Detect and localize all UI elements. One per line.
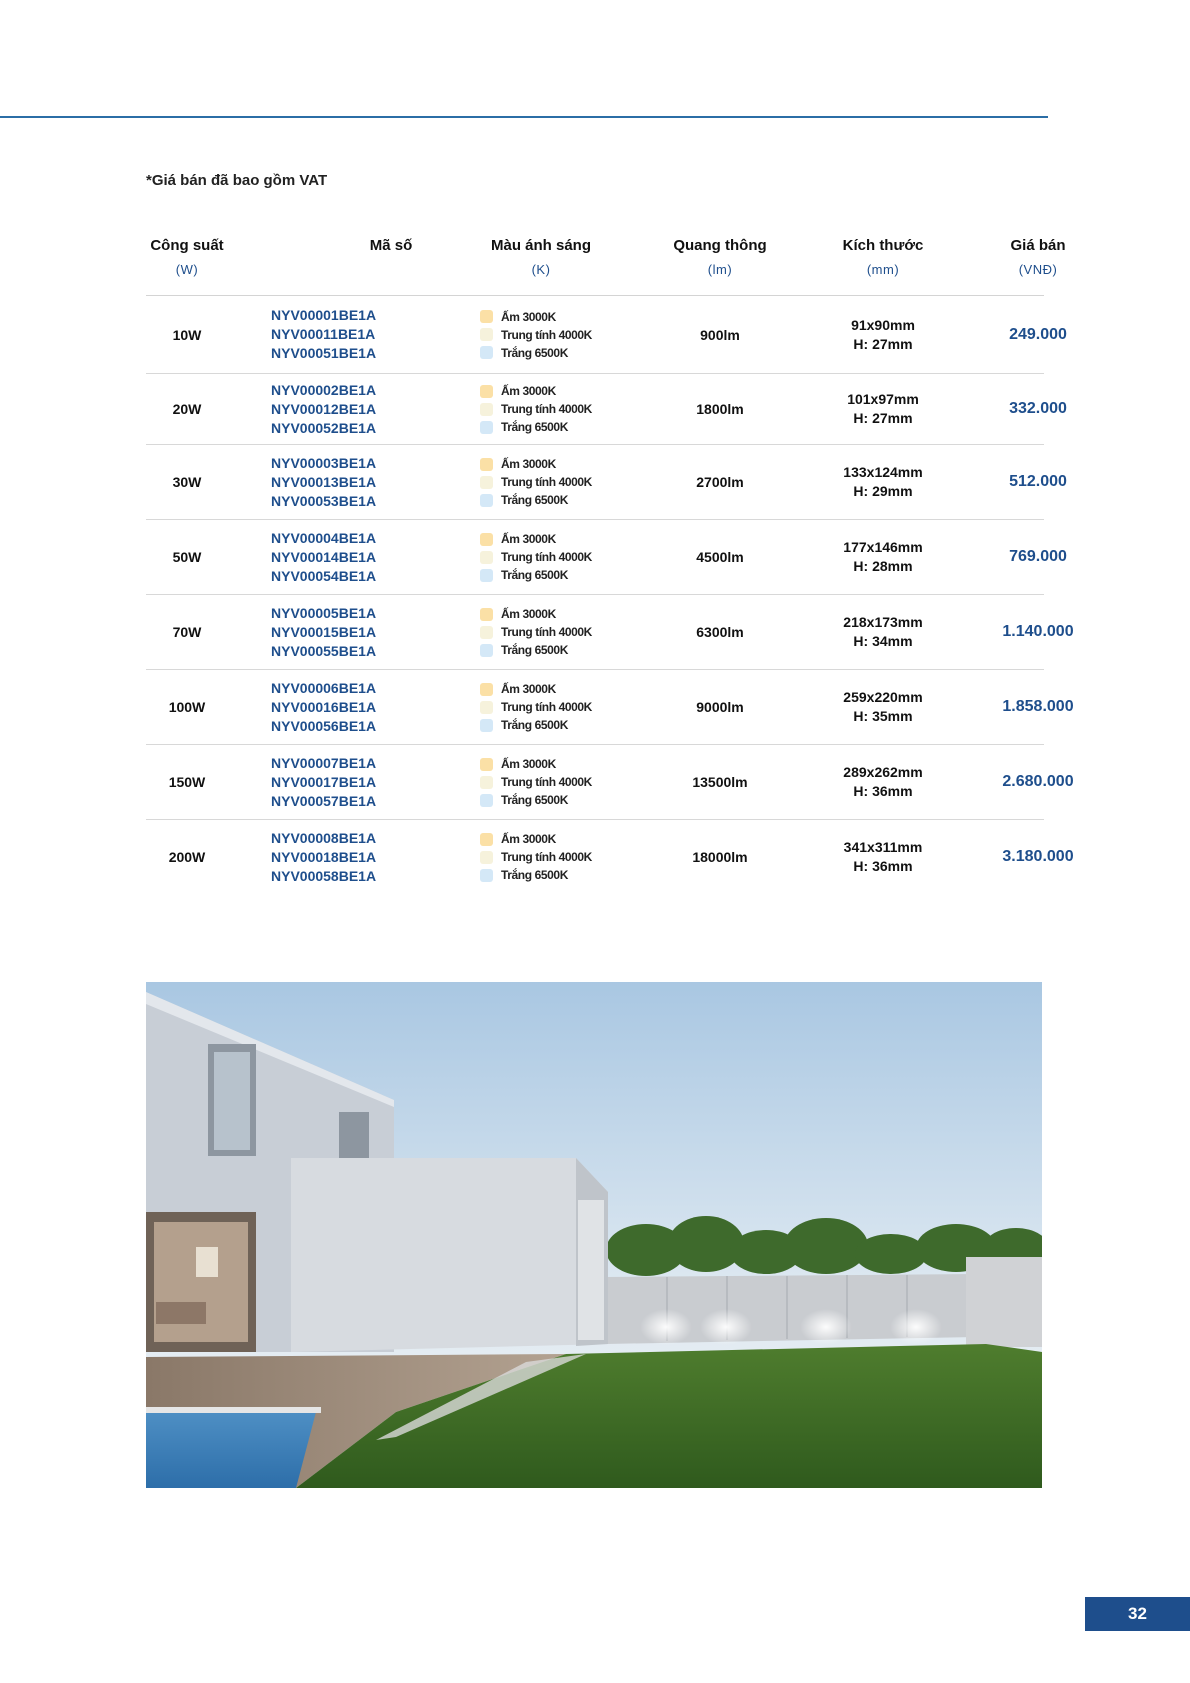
product-code: NYV00015BE1A <box>271 623 377 640</box>
table-header <box>146 236 1066 296</box>
light-color-item <box>480 773 592 791</box>
light-color-label: Ấm 3000K <box>501 384 556 398</box>
product-code: NYV00054BE1A <box>271 567 377 584</box>
code-cell <box>271 670 431 744</box>
size-dimensions: 177x146mm <box>843 539 923 555</box>
size-dimensions: 101x97mm <box>847 391 919 407</box>
light-color-cell <box>480 670 650 744</box>
color-swatch <box>480 683 493 696</box>
header-light-color: Màu ánh sáng (K) <box>490 237 591 277</box>
color-swatch <box>480 476 493 489</box>
price-cell: 332.000 <box>1009 400 1067 417</box>
size-cell <box>808 670 958 744</box>
color-swatch <box>480 403 493 416</box>
table-row <box>146 296 1067 374</box>
lumen-cell: 4500lm <box>696 549 744 565</box>
light-color-label: Trung tính 4000K <box>501 700 592 714</box>
light-color-cell <box>480 296 650 373</box>
price-table <box>146 236 1074 894</box>
color-swatch <box>480 346 493 359</box>
light-color-item <box>480 716 568 734</box>
light-color-item <box>480 830 556 848</box>
color-swatch <box>480 794 493 807</box>
light-color-item <box>480 491 568 509</box>
light-color-item <box>480 605 556 623</box>
light-color-item <box>480 530 556 548</box>
light-color-cell <box>480 595 650 669</box>
light-color-cell <box>480 745 650 819</box>
light-color-label: Ấm 3000K <box>501 309 556 324</box>
color-swatch <box>480 758 493 771</box>
table-row <box>146 670 1074 745</box>
lumen-cell: 18000lm <box>692 849 748 865</box>
table-body <box>146 296 1074 894</box>
light-color-label: Trung tính 4000K <box>501 475 592 489</box>
size-cell <box>808 520 958 594</box>
house-garden-illustration <box>146 982 1042 1488</box>
product-code: NYV00016BE1A <box>271 698 377 715</box>
light-color-item <box>480 755 556 773</box>
light-color-label: Trắng 6500K <box>501 643 568 657</box>
light-color-item <box>480 866 568 884</box>
light-color-label: Trắng 6500K <box>501 345 568 360</box>
table-row <box>146 374 1067 445</box>
light-color-label: Trắng 6500K <box>501 868 568 882</box>
header-power: Công suất (W) <box>150 237 224 277</box>
table-row <box>146 745 1074 820</box>
code-cell <box>271 745 431 819</box>
product-code: NYV00058BE1A <box>271 867 377 884</box>
header-rule <box>0 116 1048 118</box>
light-color-label: Ấm 3000K <box>501 607 556 621</box>
color-swatch <box>480 310 493 323</box>
light-color-item <box>480 382 556 400</box>
color-swatch <box>480 626 493 639</box>
code-cell <box>271 520 431 594</box>
light-color-item <box>480 566 568 584</box>
lumen-cell: 13500lm <box>692 774 748 790</box>
size-height: H: 29mm <box>853 483 913 499</box>
lumen-cell: 6300lm <box>696 624 744 640</box>
power-cell: 50W <box>172 549 202 565</box>
light-color-label: Trung tính 4000K <box>501 550 592 564</box>
power-cell: 200W <box>168 849 206 865</box>
size-height: H: 27mm <box>853 410 913 426</box>
table-row <box>146 820 1074 894</box>
code-cell <box>271 820 431 894</box>
size-cell <box>808 820 958 894</box>
price-cell: 1.858.000 <box>1002 698 1074 715</box>
light-color-cell <box>480 520 650 594</box>
color-swatch <box>480 494 493 507</box>
lumen-cell: 900lm <box>700 326 740 343</box>
light-color-label: Trắng 6500K <box>501 420 568 434</box>
table-row <box>146 445 1067 520</box>
power-cell: 70W <box>172 624 202 640</box>
light-color-label: Trung tính 4000K <box>501 850 592 864</box>
table-row <box>146 595 1074 670</box>
price-cell: 3.180.000 <box>1002 848 1074 865</box>
price-cell: 249.000 <box>1009 325 1067 343</box>
light-color-item <box>480 698 592 716</box>
product-code: NYV00002BE1A <box>271 381 377 398</box>
table-row <box>146 520 1067 595</box>
light-color-cell <box>480 374 650 444</box>
size-height: H: 28mm <box>853 558 913 574</box>
size-dimensions: 133x124mm <box>843 464 923 480</box>
product-code: NYV00057BE1A <box>271 792 377 809</box>
size-cell <box>808 296 958 373</box>
color-swatch <box>480 701 493 714</box>
size-height: H: 34mm <box>853 633 913 649</box>
lumen-cell: 1800lm <box>696 401 744 417</box>
color-swatch <box>480 533 493 546</box>
color-swatch <box>480 385 493 398</box>
power-cell: 150W <box>168 774 206 790</box>
light-color-label: Trung tính 4000K <box>501 775 592 789</box>
light-color-cell <box>480 820 650 894</box>
size-cell <box>808 445 958 519</box>
header-size: Kích thước (mm) <box>842 237 924 277</box>
size-height: H: 36mm <box>853 858 913 874</box>
color-swatch <box>480 719 493 732</box>
light-color-label: Ấm 3000K <box>501 532 556 546</box>
product-code: NYV00005BE1A <box>271 604 377 621</box>
light-color-item <box>480 308 556 326</box>
light-color-label: Ấm 3000K <box>501 457 556 471</box>
size-dimensions: 341x311mm <box>843 839 923 855</box>
code-cell <box>271 296 431 373</box>
light-color-label: Trắng 6500K <box>501 568 568 582</box>
power-cell: 10W <box>172 326 202 343</box>
color-swatch <box>480 328 493 341</box>
product-code: NYV00007BE1A <box>271 754 377 771</box>
size-height: H: 35mm <box>853 708 913 724</box>
size-dimensions: 289x262mm <box>843 764 923 780</box>
light-color-label: Ấm 3000K <box>501 682 556 696</box>
light-color-label: Trắng 6500K <box>501 793 568 807</box>
size-cell <box>808 374 958 444</box>
product-code: NYV00011BE1A <box>271 326 376 342</box>
product-code: NYV00017BE1A <box>271 773 377 790</box>
size-cell <box>808 745 958 819</box>
product-code: NYV00052BE1A <box>271 419 377 436</box>
light-color-label: Trung tính 4000K <box>501 327 592 342</box>
size-height: H: 27mm <box>853 335 913 352</box>
product-code: NYV00051BE1A <box>271 345 377 361</box>
light-color-item <box>480 326 592 344</box>
light-color-cell <box>480 445 650 519</box>
color-swatch <box>480 833 493 846</box>
light-color-label: Trắng 6500K <box>501 493 568 507</box>
product-code: NYV00006BE1A <box>271 679 377 696</box>
price-cell: 769.000 <box>1009 548 1067 565</box>
header-code: Mã số <box>369 237 413 254</box>
light-color-item <box>480 344 568 362</box>
lumen-cell: 9000lm <box>696 699 744 715</box>
color-swatch <box>480 569 493 582</box>
price-cell: 2.680.000 <box>1002 773 1074 790</box>
light-color-item <box>480 548 592 566</box>
code-cell <box>271 595 431 669</box>
code-cell <box>271 374 431 444</box>
product-code: NYV00004BE1A <box>271 529 377 546</box>
light-color-item <box>480 455 556 473</box>
size-dimensions: 91x90mm <box>851 316 915 333</box>
product-code: NYV00001BE1A <box>271 307 377 323</box>
size-dimensions: 259x220mm <box>843 689 923 705</box>
power-cell: 20W <box>172 401 202 417</box>
product-code: NYV00003BE1A <box>271 454 377 471</box>
light-color-item <box>480 473 592 491</box>
color-swatch <box>480 644 493 657</box>
color-swatch <box>480 869 493 882</box>
size-height: H: 36mm <box>853 783 913 799</box>
color-swatch <box>480 421 493 434</box>
power-cell: 100W <box>168 699 206 715</box>
light-color-item <box>480 680 556 698</box>
light-color-item <box>480 400 592 418</box>
page-number: 32 <box>1085 1597 1190 1631</box>
light-color-label: Trắng 6500K <box>501 718 568 732</box>
light-color-label: Ấm 3000K <box>501 832 556 846</box>
product-code: NYV00014BE1A <box>271 548 377 565</box>
color-swatch <box>480 458 493 471</box>
light-color-label: Trung tính 4000K <box>501 402 592 416</box>
header-price: Giá bán (VNĐ) <box>1010 237 1066 277</box>
product-code: NYV00053BE1A <box>271 492 377 509</box>
size-dimensions: 218x173mm <box>843 614 923 630</box>
lumen-cell: 2700lm <box>696 474 744 490</box>
light-color-item <box>480 641 568 659</box>
color-swatch <box>480 608 493 621</box>
product-code: NYV00012BE1A <box>271 400 377 417</box>
light-color-label: Ấm 3000K <box>501 757 556 771</box>
size-cell <box>808 595 958 669</box>
product-code: NYV00018BE1A <box>271 848 377 865</box>
price-cell: 1.140.000 <box>1002 623 1074 640</box>
light-color-label: Trung tính 4000K <box>501 625 592 639</box>
product-code: NYV00055BE1A <box>271 642 377 659</box>
light-color-item <box>480 418 568 436</box>
light-color-item <box>480 848 592 866</box>
house-garden-photo <box>146 982 1042 1488</box>
color-swatch <box>480 851 493 864</box>
header-lumen: Quang thông (lm) <box>673 237 767 277</box>
color-swatch <box>480 776 493 789</box>
code-cell <box>271 445 431 519</box>
vat-note: *Giá bán đã bao gồm VAT <box>146 172 328 189</box>
light-color-item <box>480 791 568 809</box>
product-code: NYV00008BE1A <box>271 829 377 846</box>
price-cell: 512.000 <box>1009 473 1067 490</box>
color-swatch <box>480 551 493 564</box>
product-code: NYV00013BE1A <box>271 473 377 490</box>
product-code: NYV00056BE1A <box>271 717 377 734</box>
light-color-item <box>480 623 592 641</box>
power-cell: 30W <box>172 474 202 490</box>
